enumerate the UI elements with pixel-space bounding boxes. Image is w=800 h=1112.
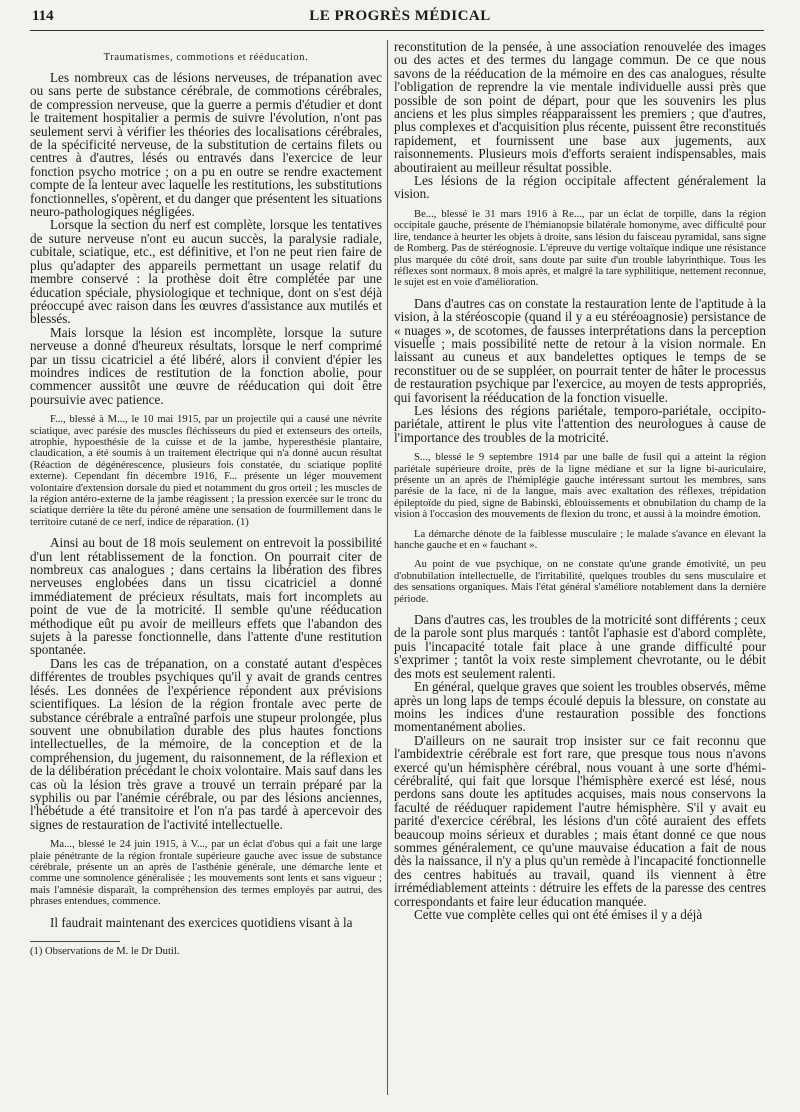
journal-title: LE PROGRÈS MÉDICAL <box>309 8 491 24</box>
paragraph: Les lésions de la région occipitale affectent généralement la vision. <box>394 173 766 202</box>
paragraph: Lorsque la section du nerf est complète, lorsque les tentatives de suture nerveuse n'ont eu aucun succès, la paralysie radiale, cubitale, sciatique, etc., est définitive, et l'on ne peut rien faire de plus qu'adapter des appareils permettant un usage relatif du membre conservé : la prothèse doit être complétée par une éducation spéciale, physiologique et technique, dont on s'est déjà préoccupé avec raison dans les œuvres d'assistance aux mutilés et blessés. <box>30 217 382 327</box>
right-column <box>394 40 766 1095</box>
paragraph: Les nombreux cas de lésions nerveuses, de trépanation avec ou sans perte de substance cérébrale, de commotions cérébrales, de compression nerveuse, que la guerre a permis d'étudier et dont le traitement hospitalier a permis de suivre l'évolution, n'ont pas seulement servi à vérifier les théories des localisations cérébrales, de la spécificité nerveuse, de la substitution de certains filets ou centres à d'autres, lésés ou entravés dans l'exercice de leur fonction psycho motrice ; on a pu en outre se rendre exactement compte de la lenteur avec laquelle les restitutions, les substitutions fonctionnelles, s'opèrent, et du danger que présentent les situations neuro-pathologiques négligées. <box>30 70 382 220</box>
footnote-rule <box>30 941 120 942</box>
page-number: 114 <box>32 8 54 24</box>
header-rule <box>30 30 764 31</box>
case-observation: La démarche dénote de la faiblesse musculaire ; le malade s'avance en élevant la hanche gauche et en « fauchant ». <box>394 528 766 552</box>
paragraph: Dans d'autres cas, les troubles de la motricité sont différents ; ceux de la parole sont plus marqués : tantôt l'aphasie est d'abord complète, puis l'incapacité totale fait place à une grande difficulté pour s'exprimer ; tantôt la voix reste simplement chevrotante, ou le débit des mots est seulement ralenti. <box>394 612 766 681</box>
paragraph: Ainsi au bout de 18 mois seulement on entrevoit la possibilité d'un lent rétablissement de la fonction. On pourrait citer de nombreux cas analogues ; dans certains la libération des fibres nerveuses englobées dans un tissu cicatriciel a donné immédiatement de précieux résultats, mais fort incomplets au point de vue de la motricité. Il semble qu'une rééducation méthodique eût pu avoir de meilleurs effets que l'abandon des sujets à la paresse fonctionnelle, dans l'attente d'une restitution spontanée. <box>30 535 382 658</box>
paragraph: Dans d'autres cas on constate la restauration lente de l'aptitude à la vision, à la stéréoscopie (quand il y a eu stéréoagnosie) persistance de « nuages », de scotomes, de fausses interprétations dans la perception visuelle ; mais possibilité nette de retour à la vision normale. En laissant au cuneus et aux bandelettes optiques le temps de se reconstituer ou de se suppléer, on pourrait tenter de hâter le processus de restauration psychique par l'exercice, au moyen de tests appropriés, qui favorisent la rééducation de la fonction visuelle. <box>394 295 766 405</box>
case-observation: F..., blessé à M..., le 10 mai 1915, par un projectile qui a causé une névrite sciatique, avec parésie des muscles fléchisseurs du pied et extenseurs des orteils, atrophie, hypoesthésie de la cuisse et de la jambe, hyperesthésie plantaire, claudication, a été soumis à un traitement électrique qui n'a donné aucun résultat (Réaction de dégénérescence, plusieurs fois constatée, du sciatique poplité externe). Cependant fin décembre 1916, F... présente un léger mouvement volontaire d'extension dorsale du pied et notamment du gros orteil ; les muscles de la région antéro-externe de la jambe réagissent ; la pression exercée sur le tronc du sciatique derrière la tête du péroné amène une sensation de fourmillement dans le territoire cutané de ce nerf, indice de réparation. (1) <box>30 414 382 528</box>
case-observation: Au point de vue psychique, on ne constate qu'une grande émotivité, un peu d'obnubilation intellectuelle, de l'irritabilité, quelques troubles du sens musculaire et des sensations organiques. Mais l'état général s'améliore notablement dans la dernière période. <box>394 559 766 605</box>
section-title: Traumatismes, commotions et rééducation. <box>103 52 309 63</box>
paragraph: Cette vue complète celles qui ont été émises il y a déjà <box>414 907 703 922</box>
paragraph: D'ailleurs on ne saurait trop insister sur ce fait reconnu que l'ambidextrie cérébrale est fort rare, que presque tous nous n'avons exercé qu'un hémisphère cérébral, nous vouant à une sorte d'hémi-cérébralité, qui fait que lorsque l'hémisphère exercé est lésé, nous perdons sans doute les aptitudes acquises, mais nous conservons la faculté de rééduquer rapidement l'autre hémisphère. S'il y avait eu parité d'exercice cérébral, les lésions d'un côté auraient des effets beaucoup moins sérieux et durables ; mais étant donné ce que nous sommes généralement, ce qu'une mauvaise éducation a fait de nous dès la naissance, il n'y a plus qu'un remède à l'incapacité fonctionnelle des centres habitués au travail, quand ils viennent à être irrémédiablement atteints : détruire les effets de la paresse des centres correspondants et faire leur éducation manquée. <box>394 732 766 909</box>
paragraph: reconstitution de la pensée, à une association renouvelée des images ou des actes et des termes du langage commun. De ce que nous savons de la rééducation de la mémoire en des cas analogues, résulte l'obligation de reprendre la vie mentale individuelle aussi près que possible de son point de départ, pour que les souvenirs les plus anciens et les plus simples réapparaissent les premiers ; que d'autres, plus complexes et d'acquisition plus récente, puissent être reconstitués rapidement, et fournissent une base aux jugements, aux raisonnements. Plusieurs mois d'efforts seraient indispensables, mais aboutiraient au meilleur résultat possible. <box>394 40 766 175</box>
column-divider <box>387 40 388 1095</box>
paragraph: Mais lorsque la lésion est incomplète, lorsque la suture nerveuse a donné d'heureux résultats, lorsque le nerf comprimé par un tissu cicatriciel a été libéré, alors il convient d'épier les moindres indices de restitution de la fonction abolie, pour commencer aussitôt une œuvre de rééducation qui doit être poursuivie avec patience. <box>30 324 382 407</box>
left-column <box>30 40 382 1095</box>
paragraph: Les lésions des régions pariétale, temporo-pariétale, occipito-pariétale, attirent le plus vite l'attention des neurologues à cause de l'importance des troubles de la motricité. <box>394 402 766 445</box>
paragraph: Dans les cas de trépanation, on a constaté autant d'espèces différentes de troubles psychiques qu'il y avait de grands centres lésés. Les données de l'expérience répondent aux prévisions scientifiques. La lésion de la région frontale avec perte de substance cérébrale a entraîné parfois une stupeur prolongée, plus souvent une obnubilation durable des plus hautes fonctions intellectuelles, de la mémoire, de la conception et de la compréhension, du jugement, du raisonnement, de la réflexion et de la délibération précédant le choix volontaire. Mais sauf dans les cas où la lésion très grave a trouvé un terrain préparé par la syphilis ou par l'anémie cérébrale, ou par des lésions anciennes, l'hébétude a été transitoire et l'on n'a pas tardé à apercevoir des signes de restauration de l'activité intellectuelle. <box>30 655 382 832</box>
case-observation: Ma..., blessé le 24 juin 1915, à V..., par un éclat d'obus qui a fait une large plaie pénétrante de la région frontale supérieure gauche avec issue de substance cérébrale, présente un an après de l'asthénie générale, une démarche lente et comme une somnolence généralisée ; les mouvements sont lents et sans vigueur ; mais l'amnésie disparaît, la compréhension des termes employés par autrui, des phrases entendues, commence. <box>30 839 382 908</box>
case-observation: Be..., blessé le 31 mars 1916 à Re..., par un éclat de torpille, dans la région occipitale gauche, présente de l'hémianopsie bilatérale homonyme, avec difficulté pour lire, tendance à heurter les objets à droite, sans lésion du faisceau pyramidal, sans signe de Romberg. Pas de stéréognosie. L'épreuve du vertige voltaïque indique une résistance plus marquée du côté droit, sans doute par suite d'un trouble labyrinthique. Tous les réflexes sont normaux. 8 mois après, et malgré la tare syphilitique, nettement reconnue, le sujet est en voie d'amélioration. <box>394 208 766 289</box>
footnote: (1) Observations de M. le Dr Dutil. <box>30 946 180 957</box>
case-observation: S..., blessé le 9 septembre 1914 par une balle de fusil qui a atteint la région pariétale supérieure droite, près de la ligne médiane et sur la ligne bi-auriculaire, présente un an après de l'hémiplégie gauche intéressant surtout les membres, sans parésie de la face, ni de la langue, mais avec exaltation des réflexes, trépidation épileptoïde du pied, signe de Babinski, éblouissements et obnubilation du champ de la vision à l'occasion des mouvements de flexion du tronc, et aussi à la moindre émotion. <box>394 452 766 521</box>
paragraph: En général, quelque graves que soient les troubles observés, même après un long laps de temps écoulé depuis la blessure, on constate au moins les indices d'une restauration possible des fonctions momentanément abolies. <box>394 679 766 735</box>
paragraph: Il faudrait maintenant des exercices quotidiens visant à la <box>50 914 353 930</box>
